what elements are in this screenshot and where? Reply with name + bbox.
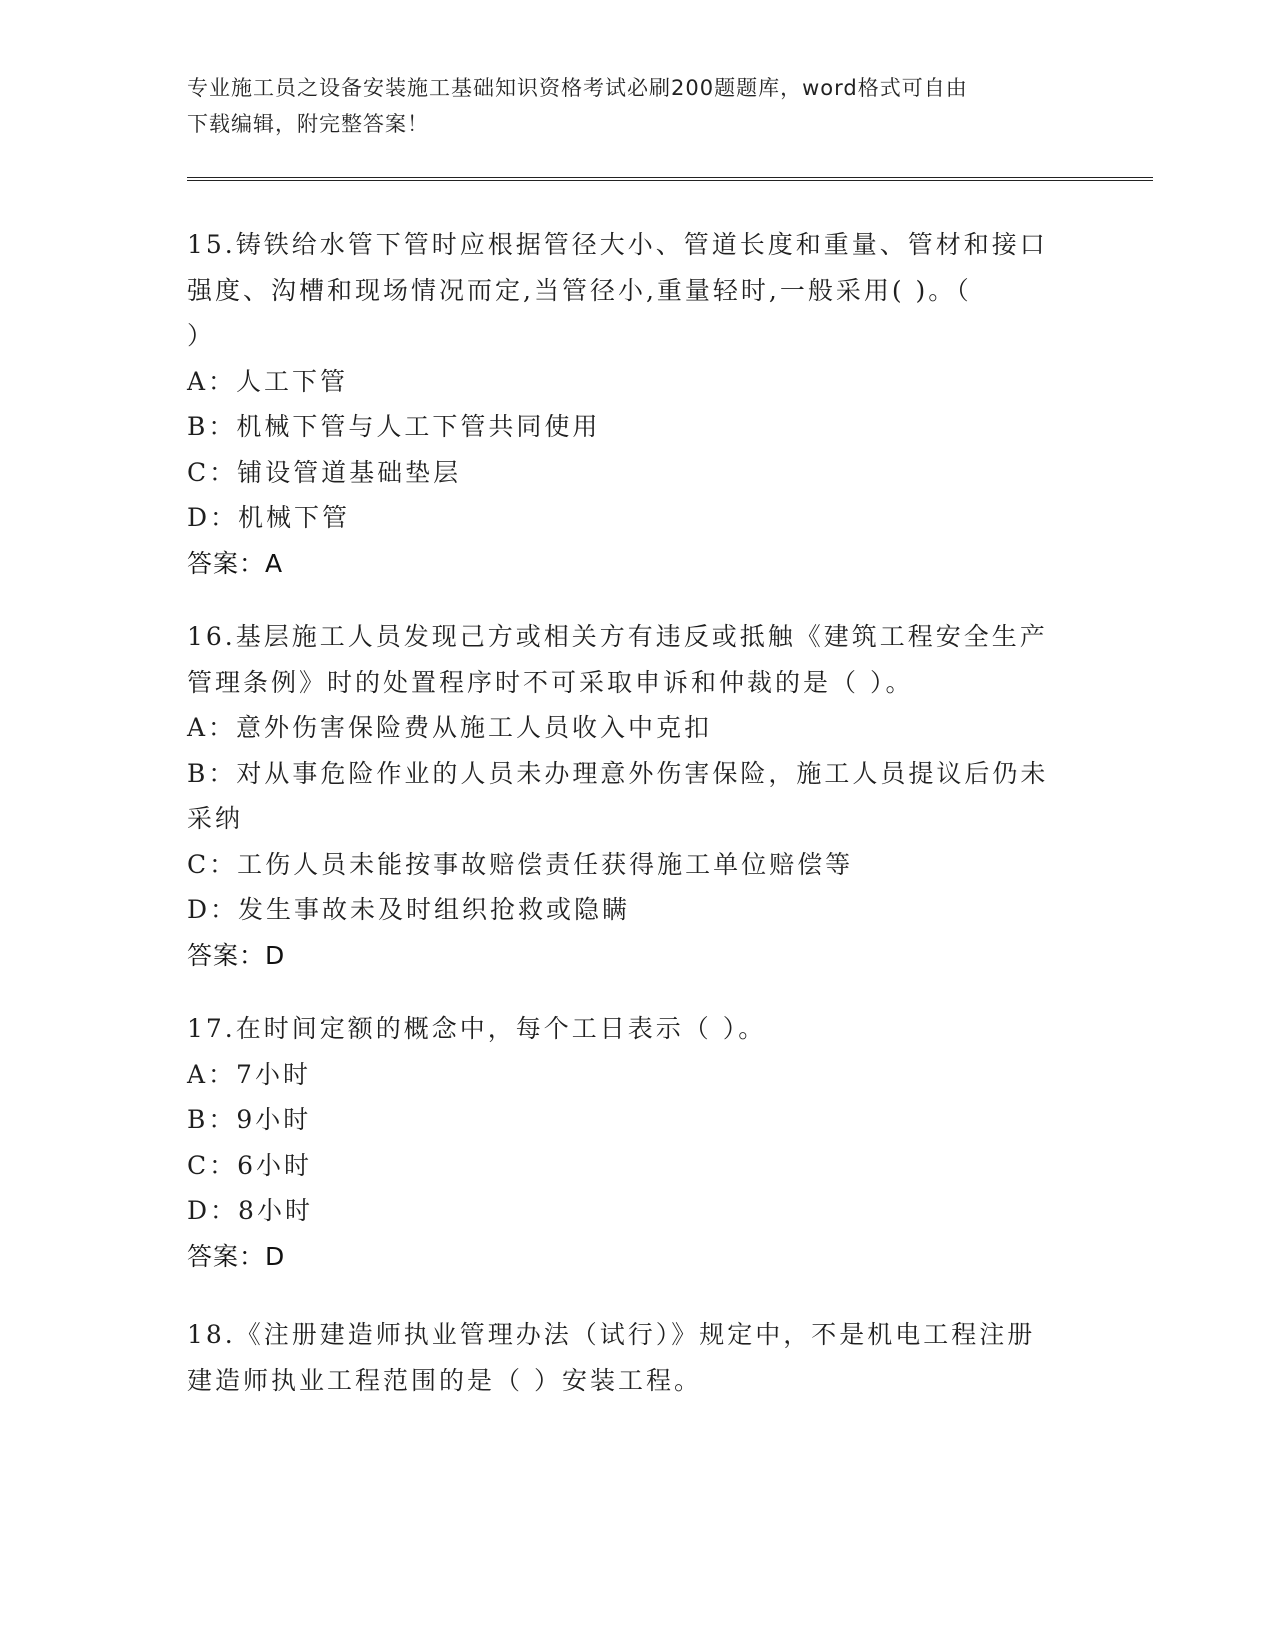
header-line-2: 下载编辑，附完整答案！ [187,112,429,136]
option-c: C：工伤人员未能按事故赔偿责任获得施工单位赔偿等 [187,849,854,879]
option-b: B：机械下管与人工下管共同使用 [187,412,601,441]
option-a: A：7小时 [187,1059,311,1089]
option-b: B：9小时 [187,1105,312,1134]
question-text-line: 管理条例》时的处置程序时不可采取申诉和仲裁的是（ ）。 [187,667,914,697]
option-a: A：人工下管 [187,366,349,396]
header-divider [187,177,1153,181]
question-text-line: 建造师执业工程范围的是（ ）安装工程。 [187,1365,702,1395]
option-c: C：6小时 [187,1150,313,1180]
option-c: C：铺设管道基础垫层 [187,457,462,487]
option-d: D：8小时 [187,1196,313,1225]
question-15 [187,222,1087,586]
answer-line: 答案：D [187,1241,286,1271]
option-d: D：发生事故未及时组织抢救或隐瞒 [187,895,631,924]
option-d: D：机械下管 [187,503,351,532]
document-header [187,70,1087,142]
question-text-line: 16.基层施工人员发现己方或相关方有违反或抵触《建筑工程安全生产 [187,622,1048,651]
question-text-line: ） [187,321,216,350]
question-18 [187,1312,1087,1403]
answer-line: 答案：A [187,548,284,578]
question-text-line: 强度、沟槽和现场情况而定,当管径小,重量轻时,一般采用( )。（ [187,275,972,305]
question-16 [187,614,1087,978]
question-text-line: 15.铸铁给水管下管时应根据管径大小、管道长度和重量、管材和接口 [187,230,1048,259]
answer-line: 答案：D [187,940,286,970]
option-b: B：对从事危险作业的人员未办理意外伤害保险，施工人员提议后仍未 [187,758,1049,788]
header-line-1: 专业施工员之设备安装施工基础知识资格考试必刷200题题库，word格式可自由 [187,76,968,100]
question-text-line: 18.《注册建造师执业管理办法（试行）》规定中，不是机电工程注册 [187,1320,1036,1349]
option-b-continued: 采纳 [187,804,244,833]
option-a: A：意外伤害保险费从施工人员收入中克扣 [187,713,713,742]
question-text-line: 17.在时间定额的概念中，每个工日表示（ ）。 [187,1014,767,1043]
question-17 [187,1006,1087,1279]
